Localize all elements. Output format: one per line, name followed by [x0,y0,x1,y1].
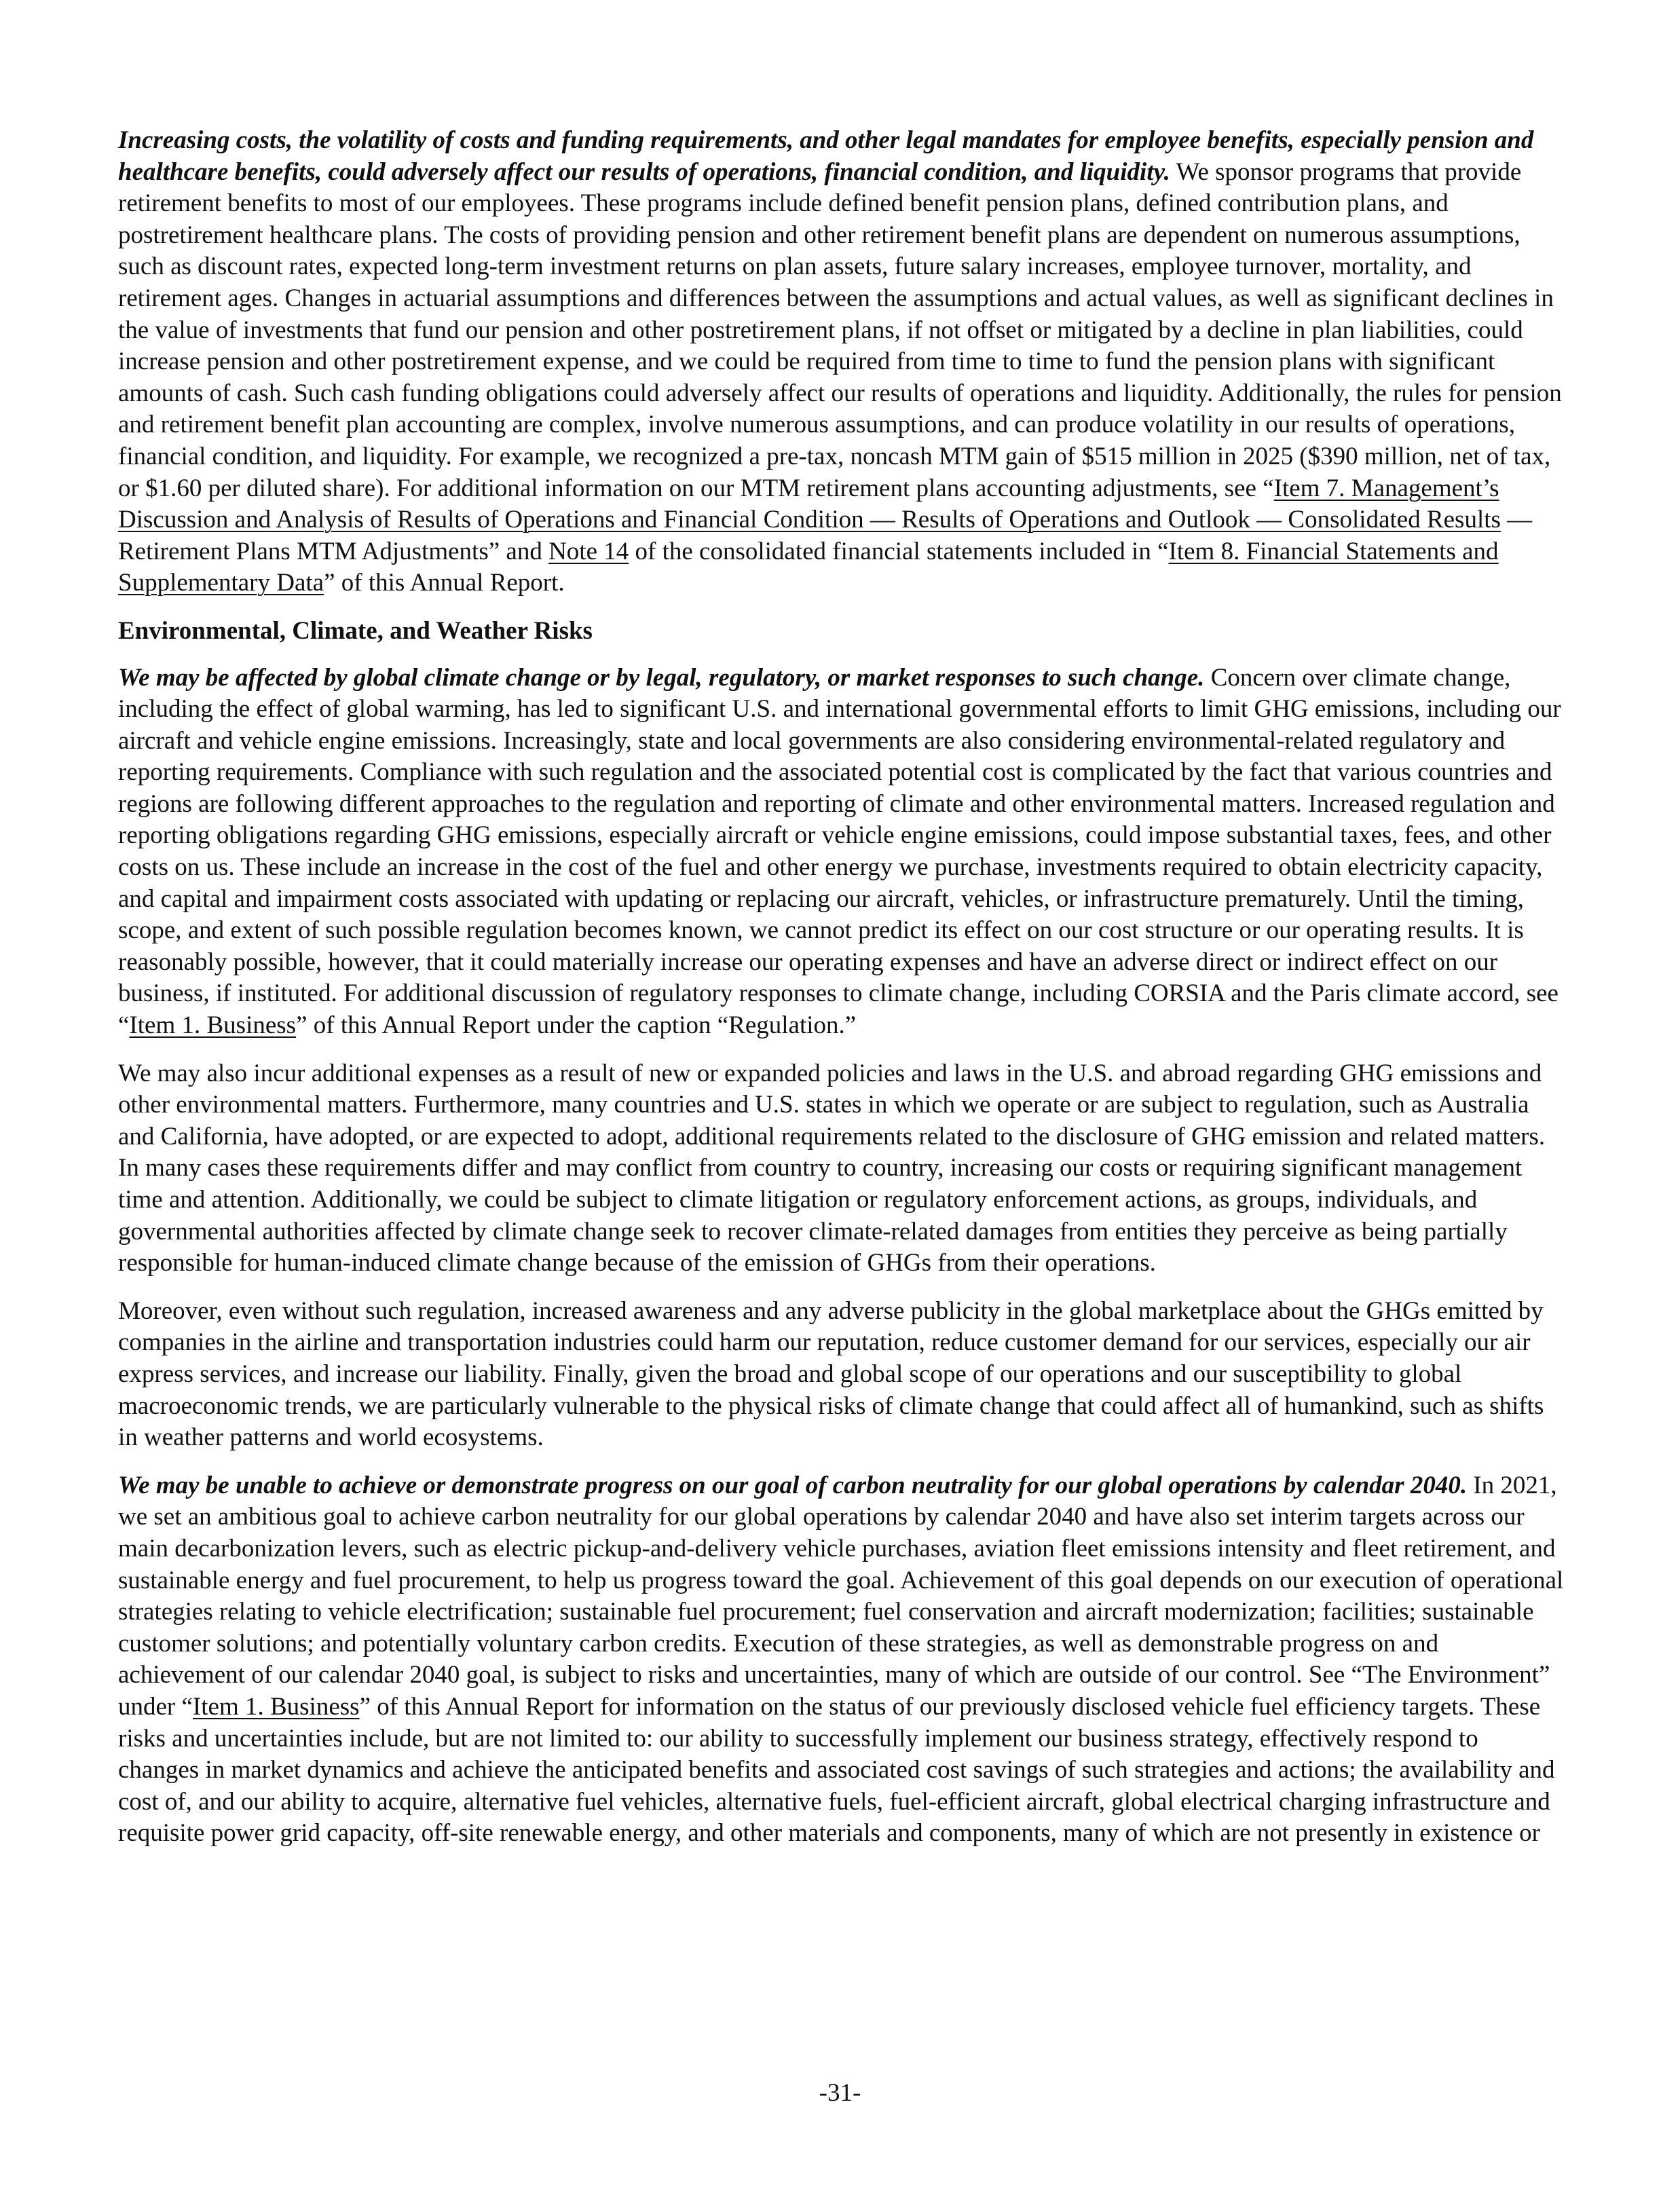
link-item1-business[interactable]: Item 1. Business [129,1011,297,1040]
paragraph-text: of the consolidated financial statements included in “ [629,537,1169,565]
section-heading-environmental: Environmental, Climate, and Weather Risks [118,616,593,645]
link-item7-mdna[interactable]: Item 7. Management’s Discussion and Analysis of Results of Operations and Financial Condition — Results of Operations and Outlook — Consolidated Results [118,474,1501,534]
link-item1-business[interactable]: Item 1. Business [192,1692,360,1721]
link-note-14[interactable]: Note 14 [548,537,629,565]
risk-heading-climate-change: We may be affected by global climate change or by legal, regulatory, or market responses to such change. [118,663,1205,692]
page-number: -31- [819,2079,861,2107]
document-body [118,125,1564,1866]
paragraph-text: ” of this Annual Report for information on the status of our previously disclosed vehicle fuel efficiency targets. These risks and uncertainties include, but are not limited to: our ability to successfully implement our business strategy, effectively respond to changes in market dynamics and achieve the anticipated benefits and associated cost savings of such strategies and actions; the availability and cost of, and our ability to acquire, alternative fuel vehicles, alternative fuels, fuel-efficient aircraft, global electrical charging infrastructure and requisite power grid capacity, off-site renewable energy, and other materials and components, many of which are not presently in existence or [118,1692,1555,1848]
paragraph-text: ” of this Annual Report under the caption “Regulation.” [296,1011,857,1040]
paragraph-climate-change [118,662,1564,1042]
paragraph-employee-benefits [118,125,1564,599]
paragraph-text: In 2021, we set an ambitious goal to achieve carbon neutrality for our global operations by calendar 2040 and have also set interim targets across our main decarbonization levers, such as electric pickup-and-delivery vehicle purchases, aviation fleet emissions intensity and fleet retirement, and sustainable energy and fuel procurement, to help us progress toward the goal. Achievement of this goal depends on our execution of operational strategies relating to vehicle electrification; sustainable fuel procurement; fuel conservation and aircraft modernization; facilities; sustainable customer solutions; and potentially voluntary carbon credits. Execution of these strategies, as well as demonstrable progress on and achievement of our calendar 2040 goal, is subject to risks and uncertainties, many of which are outside of our control. See “The Environment” under “ [118,1471,1564,1721]
link-item8-financial-statements[interactable]: Item 8. Financial Statements and Supplementary Data [118,537,1499,597]
paragraph-text: We sponsor programs that provide retirement benefits to most of our employees. These programs include defined benefit pension plans, defined contribution plans, and postretirement healthcare plans. The costs of providing pension and other retirement benefit plans are dependent on numerous assumptions, such as discount rates, expected long-term investment returns on plan assets, future salary increases, employee turnover, mortality, and retirement ages. Changes in actuarial assumptions and differences between the assumptions and actual values, as well as significant declines in the value of investments that fund our pension and other postretirement plans, if not offset or mitigated by a decline in plan liabilities, could increase pension and other postretirement expense, and we could be required from time to time to fund the pension plans with significant amounts of cash. Such cash funding obligations could adversely affect our results of operations and liquidity. Additionally, the rules for pension and retirement benefit plan accounting are complex, involve numerous assumptions, and can produce volatility in our results of operations, financial condition, and liquidity. For example, we recognized a pre-tax, noncash MTM gain of $515 million in 2025 ($390 million, net of tax, or $1.60 per diluted share). For additional information on our MTM retirement plans accounting adjustments, see “ [118,157,1562,502]
paragraph-text: Concern over climate change, including the effect of global warming, has led to significant U.S. and international governmental efforts to limit GHG emissions, including our aircraft and vehicle engine emissions. Increasingly, state and local governments are also considering environmental-related regulatory and reporting requirements. Compliance with such regulation and the associated potential cost is complicated by the fact that various countries and regions are following different approaches to the regulation and reporting of climate and other environmental matters. Increased regulation and reporting obligations regarding GHG emissions, especially aircraft or vehicle engine emissions, could impose substantial taxes, fees, and other costs on us. These include an increase in the cost of the fuel and other energy we purchase, investments required to obtain electricity capacity, and capital and impairment costs associated with updating or replacing our aircraft, vehicles, or infrastructure prematurely. Until the timing, scope, and extent of such possible regulation becomes known, we cannot predict its effect on our cost structure or our operating results. It is reasonably possible, however, that it could materially increase our operating expenses and have an adverse direct or indirect effect on our business, if instituted. For additional discussion of regulatory responses to climate change, including CORSIA and the Paris climate accord, see “ [118,663,1561,1040]
paragraph-text: ” of this Annual Report. [324,569,565,597]
risk-heading-employee-benefits: Increasing costs, the volatility of costs and funding requirements, and other legal mandates for employee benefits, especially pension and healthcare benefits, could adversely affect our results of operations, financial condition, and liquidity. [118,126,1534,186]
paragraph-adverse-publicity: Moreover, even without such regulation, increased awareness and any adverse publicity in the global marketplace about the GHGs emitted by companies in the airline and transportation industries could harm our reputation, reduce customer demand for our services, especially our air express services, and increase our liability. Finally, given the broad and global scope of our operations and our susceptibility to global macroeconomic trends, we are particularly vulnerable to the physical risks of climate change that could affect all of humankind, such as shifts in weather patterns and world ecosystems. [118,1296,1544,1452]
paragraph-carbon-neutrality [118,1470,1564,1850]
risk-heading-carbon-neutrality: We may be unable to achieve or demonstrate progress on our goal of carbon neutrality for our global operations by calendar 2040. [118,1471,1468,1499]
paragraph-text: — Retirement Plans MTM Adjustments” and [118,506,1533,565]
paragraph-additional-expenses: We may also incur additional expenses as a result of new or expanded policies and laws in the U.S. and abroad regarding GHG emissions and other environmental matters. Furthermore, many countries and U.S. states in which we operate or are subject to regulation, such as Australia and California, have adopted, or are expected to adopt, additional requirements related to the disclosure of GHG emission and related matters. In many cases these requirements differ and may conflict from country to country, increasing our costs or requiring significant management time and attention. Additionally, we could be subject to climate litigation or regulatory enforcement actions, as groups, individuals, and governmental authorities affected by climate change seek to recover climate-related damages from entities they perceive as being partially responsible for human-induced climate change because of the emission of GHGs from their operations. [118,1059,1546,1277]
